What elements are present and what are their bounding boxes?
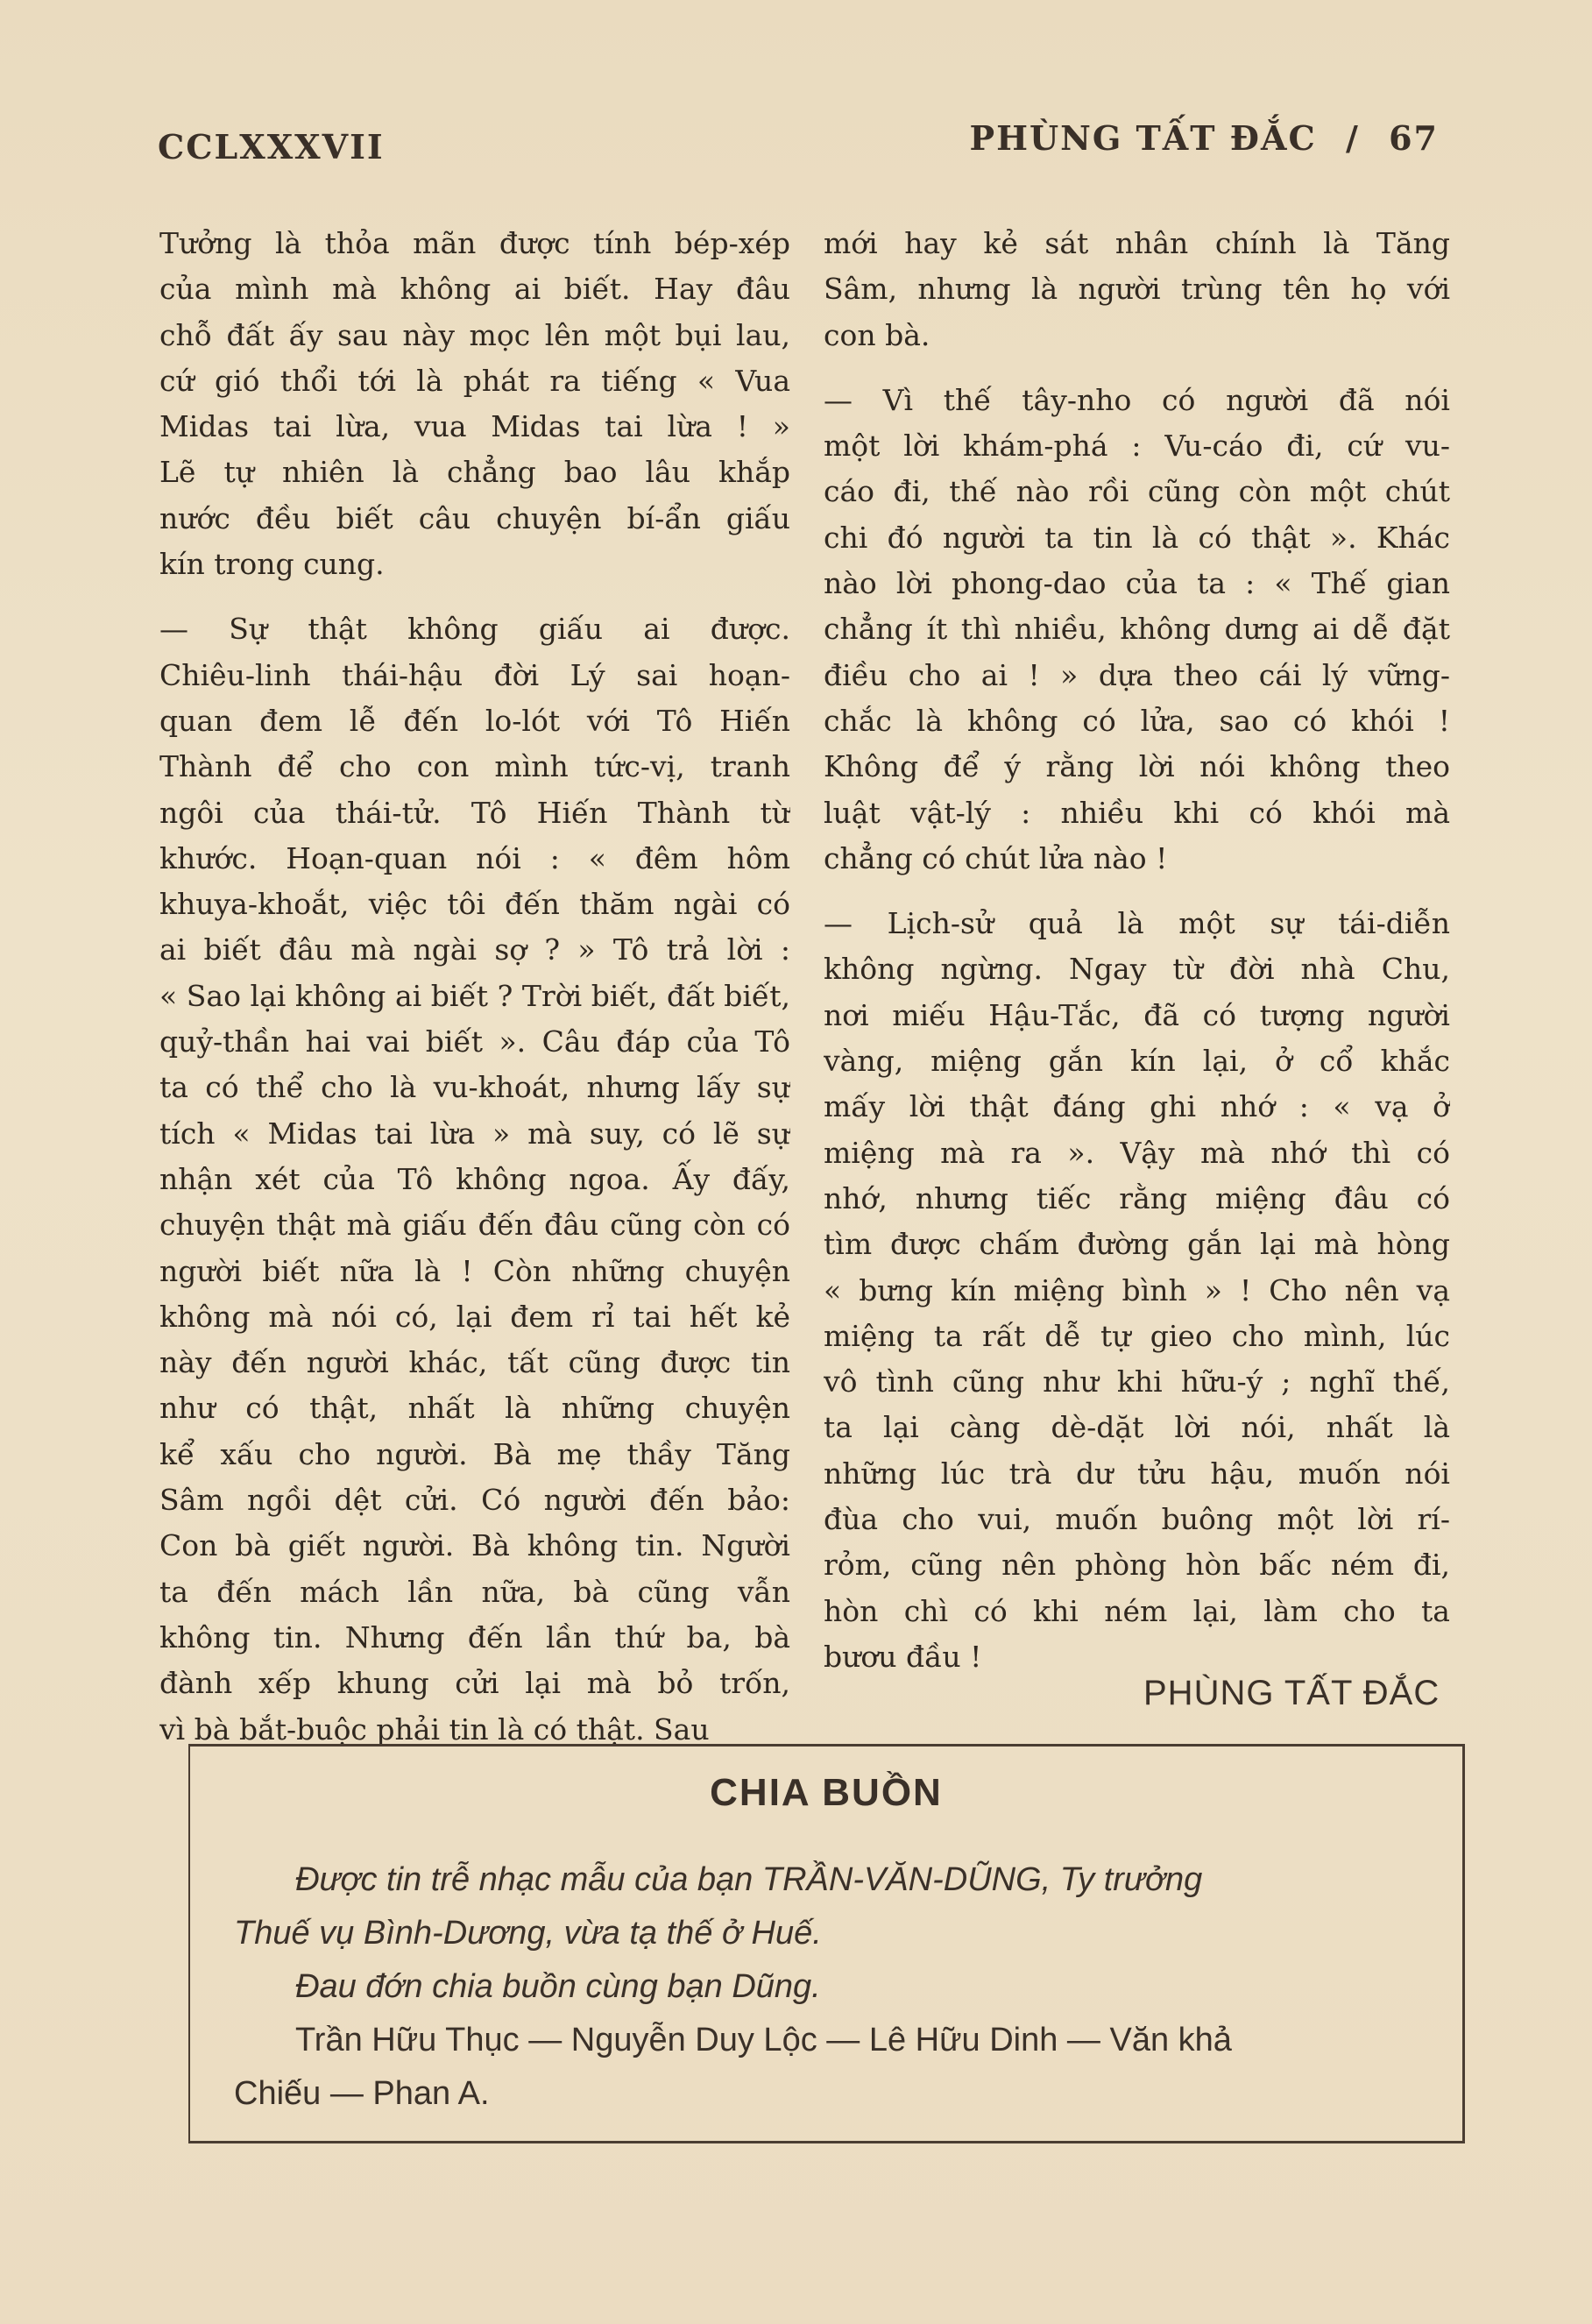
text-line: ngôi của thái-tử. Tô Hiến Thành từ: [159, 795, 790, 830]
text-line: Tưởng là thỏa mãn được tính bép-xép: [159, 226, 790, 260]
text-line: nơi miếu Hậu-Tắc, đã có tượng người: [824, 997, 1450, 1032]
text-line: đùa cho vui, muốn buông một lời rí-: [824, 1502, 1450, 1537]
volume-number: CCLXXXVII: [158, 127, 385, 167]
text-line: « Sao lại không ai biết ? Trời biết, đất biết,: [159, 978, 790, 1013]
text-line: Chiêu-linh thái-hậu đời Lý sai hoạn-: [159, 657, 790, 692]
text-line: nhớ, nhưng tiếc rằng miệng đâu có: [824, 1180, 1450, 1215]
page-number: 67: [1389, 118, 1439, 158]
text-line: tích « Midas tai lừa » mà suy, có lẽ sự: [159, 1116, 790, 1151]
running-header: [970, 118, 1440, 158]
text-line: Thành để cho con mình tức-vị, tranh: [159, 749, 790, 784]
text-line: như có thật, nhất là những chuyện: [159, 1391, 790, 1426]
text-line: luật vật-lý : nhiều khi có khói mà: [824, 795, 1450, 830]
text-line: kể xấu cho người. Bà mẹ thầy Tăng: [159, 1436, 790, 1471]
text-line: chuyện thật mà giấu đến đâu cũng còn có: [159, 1208, 790, 1243]
paragraph-gap: [159, 587, 790, 606]
text-line: chẳng có chút lửa nào !: [824, 840, 1168, 875]
text-line: không mà nói có, lại đem rỉ tai hết kẻ: [159, 1299, 790, 1334]
left-column: [159, 221, 790, 1753]
text-line: tìm được chấm đường gắn lại mà hòng: [824, 1227, 1450, 1262]
text-line: Sâm, nhưng là người trùng tên họ với: [824, 272, 1450, 307]
text-line: Lẽ tự nhiên là chẳng bao lâu khắp: [159, 455, 790, 490]
text-line: quỷ-thần hai vai biết ». Câu đáp của Tô: [159, 1024, 790, 1059]
notice-line: Thuế vụ Bình-Dương, vừa tạ thế ở Huế.: [234, 1915, 822, 1952]
text-line: không tin. Nhưng đến lần thứ ba, bà: [159, 1619, 790, 1654]
paragraph-gap: [824, 882, 1450, 901]
text-line: những lúc trà dư tửu hậu, muốn nói: [824, 1456, 1450, 1491]
text-line: nước đều biết câu chuyện bí-ẩn giấu: [159, 500, 790, 535]
text-line: miệng ta rất dễ tự gieo cho mình, lúc: [824, 1318, 1450, 1353]
text-line: điều cho ai ! » dựa theo cái lý vững-: [824, 657, 1450, 692]
text-line: người biết nữa là ! Còn những chuyện: [159, 1253, 790, 1288]
text-line: vô tình cũng như khi hữu-ý ; nghĩ thế,: [824, 1364, 1450, 1399]
text-line: đành xếp khung cửi lại mà bỏ trốn,: [159, 1666, 790, 1701]
text-line: miệng mà ra ». Vậy mà nhớ thì có: [824, 1135, 1450, 1170]
text-line: hòn chì có khi ném lại, làm cho ta: [824, 1593, 1450, 1628]
notice-signatories: Trần Hữu Thục — Nguyễn Duy Lộc — Lê Hữu Dinh — Văn khả: [295, 2022, 1232, 2058]
text-line: Sâm ngồi dệt cửi. Có người đến bảo:: [159, 1483, 790, 1518]
text-line: — Vì thế tây-nho có người đã nói: [824, 382, 1450, 417]
text-line: nhận xét của Tô không ngoa. Ấy đấy,: [159, 1161, 790, 1196]
text-line: nào lời phong-dao của ta : « Thế gian: [824, 566, 1450, 601]
condolence-notice: [188, 1744, 1465, 2143]
text-line: vì bà bắt-buộc phải tin là có thật. Sau: [159, 1711, 710, 1747]
text-line: không ngừng. Ngay từ đời nhà Chu,: [824, 952, 1450, 987]
text-line: Không để ý rằng lời nói không theo: [824, 749, 1450, 784]
text-line: ai biết đâu mà ngài sợ ? » Tô trả lời :: [159, 932, 790, 967]
text-line: Con bà giết người. Bà không tin. Người: [159, 1528, 790, 1563]
notice-title: CHIA BUỒN: [710, 1771, 943, 1814]
notice-body: [234, 1853, 1426, 2121]
text-line: quan đem lễ đến lo-lót với Tô Hiến: [159, 703, 790, 738]
text-line: chắc là không có lửa, sao có khói !: [824, 703, 1450, 738]
text-line: « bưng kín miệng bình » ! Cho nên vạ: [824, 1272, 1450, 1307]
header-separator: /: [1345, 118, 1360, 158]
running-title: PHÙNG TẤT ĐẮC: [969, 118, 1317, 158]
text-line: của mình mà không ai biết. Hay đâu: [159, 272, 790, 307]
author-signature: PHÙNG TẤT ĐẮC: [1143, 1674, 1440, 1712]
notice-line: Đau đớn chia buồn cùng bạn Dũng.: [295, 1968, 821, 2005]
text-line: khước. Hoạn-quan nói : « đêm hôm: [159, 840, 790, 875]
text-line: ta có thể cho là vu-khoát, nhưng lấy sự: [159, 1070, 790, 1105]
text-line: mấy lời thật đáng ghi nhớ : « vạ ở: [824, 1089, 1450, 1124]
text-line: chi đó người ta tin là có thật ». Khác: [824, 520, 1450, 555]
text-line: Midas tai lừa, vua Midas tai lừa ! »: [159, 409, 790, 444]
text-line: cáo đi, thế nào rồi cũng còn một chút: [824, 474, 1450, 509]
text-line: — Lịch-sử quả là một sự tái-diễn: [824, 906, 1450, 941]
text-line: chẳng ít thì nhiều, không dưng ai dễ đặt: [824, 612, 1450, 647]
text-line: con bà.: [824, 317, 930, 352]
text-line: một lời khám-phá : Vu-cáo đi, cứ vu-: [824, 429, 1450, 464]
text-line: cứ gió thổi tới là phát ra tiếng « Vua: [159, 363, 790, 398]
right-column: [824, 221, 1450, 1680]
text-line: rỏm, cũng nên phòng hòn bấc ném đi,: [824, 1548, 1450, 1583]
text-line: kín trong cung.: [159, 547, 385, 582]
text-line: bươu đầu !: [824, 1639, 982, 1674]
text-line: ta đến mách lần nữa, bà cũng vẫn: [159, 1574, 790, 1609]
text-line: khuya-khoắt, việc tôi đến thăm ngài có: [159, 887, 790, 922]
text-line: mới hay kẻ sát nhân chính là Tăng: [824, 226, 1450, 260]
text-line: vàng, miệng gắn kín lại, ở cổ khắc: [824, 1044, 1450, 1079]
text-line: — Sự thật không giấu ai được.: [159, 612, 790, 647]
paragraph-gap: [824, 358, 1450, 378]
text-line: ta lại càng dè-dặt lời nói, nhất là: [824, 1410, 1450, 1445]
text-line: này đến người khác, tất cũng được tin: [159, 1345, 790, 1380]
notice-signatories: Chiếu — Phan A.: [234, 2075, 490, 2112]
notice-line: Được tin trễ nhạc mẫu của bạn TRẦN-VĂN-DŨNG, Ty trưởng: [295, 1861, 1203, 1898]
text-line: chỗ đất ấy sau này mọc lên một bụi lau,: [159, 317, 790, 352]
